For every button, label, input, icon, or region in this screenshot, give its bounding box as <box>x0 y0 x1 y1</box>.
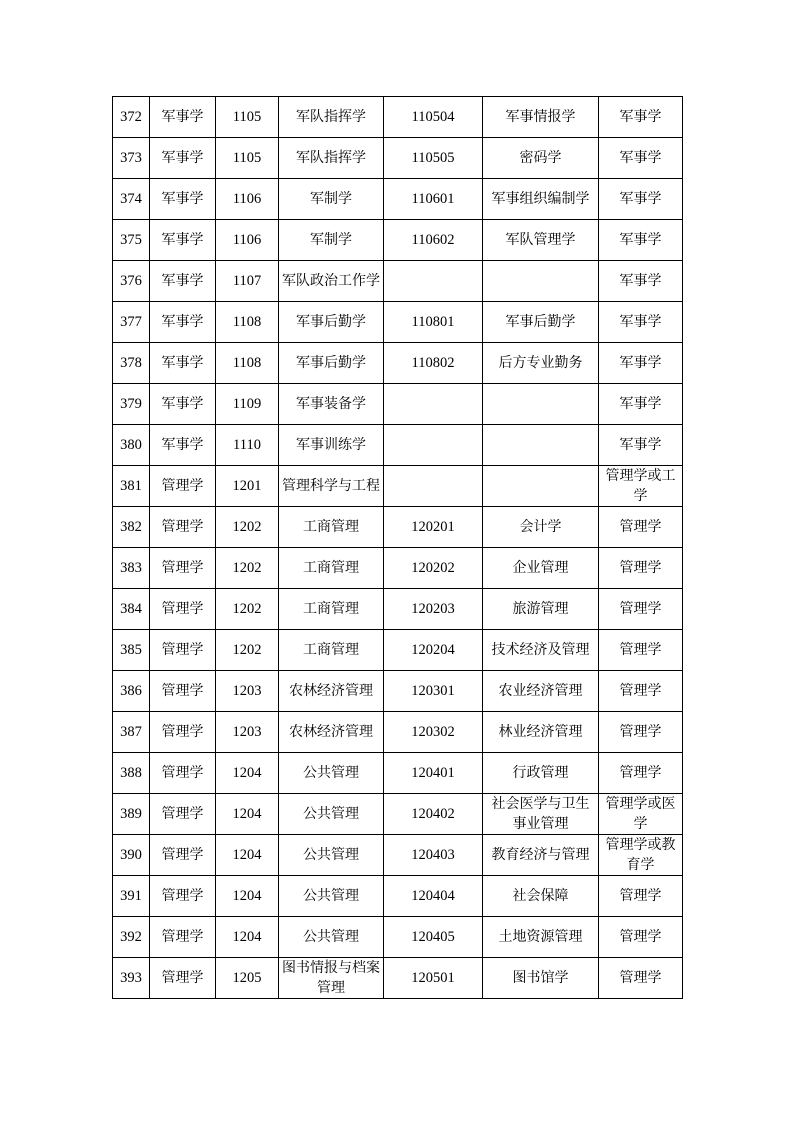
table-row <box>113 548 683 589</box>
table-body <box>113 97 683 999</box>
category-cell: 军事学 <box>150 384 216 425</box>
row-number-cell: 392 <box>113 917 150 958</box>
second-level-discipline-cell <box>483 384 599 425</box>
second-level-code-cell: 110504 <box>384 97 483 138</box>
first-level-code-cell: 1106 <box>216 179 279 220</box>
degree-type-cell: 管理学 <box>599 507 683 548</box>
row-number-cell: 388 <box>113 753 150 794</box>
second-level-code-cell: 120501 <box>384 958 483 999</box>
second-level-discipline-cell <box>483 425 599 466</box>
table-row <box>113 343 683 384</box>
category-cell: 管理学 <box>150 876 216 917</box>
first-level-discipline-cell: 农林经济管理 <box>279 671 384 712</box>
second-level-discipline-cell: 军事后勤学 <box>483 302 599 343</box>
second-level-discipline-cell <box>483 466 599 507</box>
second-level-code-cell <box>384 261 483 302</box>
degree-type-cell: 管理学 <box>599 630 683 671</box>
discipline-table <box>112 96 683 999</box>
first-level-discipline-cell: 公共管理 <box>279 753 384 794</box>
category-cell: 军事学 <box>150 97 216 138</box>
first-level-code-cell: 1204 <box>216 835 279 876</box>
table-row <box>113 425 683 466</box>
degree-type-cell: 管理学 <box>599 671 683 712</box>
second-level-discipline-cell: 教育经济与管理 <box>483 835 599 876</box>
degree-type-cell: 管理学或医学 <box>599 794 683 835</box>
first-level-code-cell: 1203 <box>216 671 279 712</box>
first-level-discipline-cell: 工商管理 <box>279 589 384 630</box>
table-row <box>113 876 683 917</box>
first-level-discipline-cell: 管理科学与工程 <box>279 466 384 507</box>
second-level-discipline-cell: 土地资源管理 <box>483 917 599 958</box>
second-level-code-cell: 120301 <box>384 671 483 712</box>
row-number-cell: 375 <box>113 220 150 261</box>
table-row <box>113 753 683 794</box>
row-number-cell: 383 <box>113 548 150 589</box>
first-level-code-cell: 1109 <box>216 384 279 425</box>
degree-type-cell: 管理学或教育学 <box>599 835 683 876</box>
table-row <box>113 138 683 179</box>
second-level-code-cell: 110802 <box>384 343 483 384</box>
degree-type-cell: 军事学 <box>599 343 683 384</box>
second-level-code-cell: 110601 <box>384 179 483 220</box>
row-number-cell: 390 <box>113 835 150 876</box>
second-level-code-cell: 120402 <box>384 794 483 835</box>
table-row <box>113 671 683 712</box>
second-level-discipline-cell: 图书馆学 <box>483 958 599 999</box>
second-level-code-cell: 110602 <box>384 220 483 261</box>
table-row <box>113 835 683 876</box>
first-level-discipline-cell: 军制学 <box>279 220 384 261</box>
category-cell: 管理学 <box>150 712 216 753</box>
second-level-code-cell: 120201 <box>384 507 483 548</box>
first-level-discipline-cell: 军事后勤学 <box>279 343 384 384</box>
category-cell: 管理学 <box>150 794 216 835</box>
second-level-code-cell: 120403 <box>384 835 483 876</box>
first-level-discipline-cell: 军队指挥学 <box>279 97 384 138</box>
row-number-cell: 385 <box>113 630 150 671</box>
category-cell: 军事学 <box>150 261 216 302</box>
second-level-discipline-cell: 技术经济及管理 <box>483 630 599 671</box>
table-row <box>113 466 683 507</box>
first-level-code-cell: 1110 <box>216 425 279 466</box>
table-row <box>113 958 683 999</box>
table-row <box>113 302 683 343</box>
second-level-code-cell <box>384 466 483 507</box>
row-number-cell: 376 <box>113 261 150 302</box>
table-row <box>113 712 683 753</box>
row-number-cell: 378 <box>113 343 150 384</box>
second-level-code-cell: 120204 <box>384 630 483 671</box>
row-number-cell: 372 <box>113 97 150 138</box>
category-cell: 管理学 <box>150 630 216 671</box>
table-row <box>113 261 683 302</box>
second-level-discipline-cell: 会计学 <box>483 507 599 548</box>
category-cell: 管理学 <box>150 589 216 630</box>
second-level-discipline-cell <box>483 261 599 302</box>
second-level-discipline-cell: 旅游管理 <box>483 589 599 630</box>
degree-type-cell: 管理学 <box>599 753 683 794</box>
second-level-discipline-cell: 军事组织编制学 <box>483 179 599 220</box>
first-level-discipline-cell: 军制学 <box>279 179 384 220</box>
table-row <box>113 220 683 261</box>
row-number-cell: 391 <box>113 876 150 917</box>
row-number-cell: 389 <box>113 794 150 835</box>
degree-type-cell: 军事学 <box>599 425 683 466</box>
row-number-cell: 377 <box>113 302 150 343</box>
first-level-code-cell: 1105 <box>216 97 279 138</box>
first-level-code-cell: 1106 <box>216 220 279 261</box>
table-row <box>113 794 683 835</box>
first-level-code-cell: 1202 <box>216 548 279 589</box>
table-row <box>113 507 683 548</box>
first-level-discipline-cell: 公共管理 <box>279 876 384 917</box>
first-level-code-cell: 1204 <box>216 794 279 835</box>
degree-type-cell: 军事学 <box>599 138 683 179</box>
category-cell: 管理学 <box>150 671 216 712</box>
degree-type-cell: 管理学 <box>599 712 683 753</box>
second-level-discipline-cell: 社会保障 <box>483 876 599 917</box>
first-level-discipline-cell: 军事训练学 <box>279 425 384 466</box>
first-level-code-cell: 1202 <box>216 507 279 548</box>
first-level-code-cell: 1205 <box>216 958 279 999</box>
first-level-code-cell: 1202 <box>216 630 279 671</box>
category-cell: 军事学 <box>150 138 216 179</box>
second-level-discipline-cell: 行政管理 <box>483 753 599 794</box>
category-cell: 管理学 <box>150 917 216 958</box>
first-level-code-cell: 1108 <box>216 302 279 343</box>
category-cell: 管理学 <box>150 835 216 876</box>
category-cell: 军事学 <box>150 179 216 220</box>
second-level-code-cell: 120405 <box>384 917 483 958</box>
degree-type-cell: 军事学 <box>599 384 683 425</box>
first-level-discipline-cell: 公共管理 <box>279 917 384 958</box>
first-level-discipline-cell: 图书情报与档案管理 <box>279 958 384 999</box>
table-row <box>113 630 683 671</box>
category-cell: 管理学 <box>150 548 216 589</box>
second-level-discipline-cell: 社会医学与卫生事业管理 <box>483 794 599 835</box>
second-level-code-cell: 120302 <box>384 712 483 753</box>
table-row <box>113 917 683 958</box>
second-level-discipline-cell: 林业经济管理 <box>483 712 599 753</box>
row-number-cell: 380 <box>113 425 150 466</box>
first-level-discipline-cell: 军事后勤学 <box>279 302 384 343</box>
row-number-cell: 384 <box>113 589 150 630</box>
second-level-discipline-cell: 密码学 <box>483 138 599 179</box>
category-cell: 军事学 <box>150 343 216 384</box>
degree-type-cell: 管理学 <box>599 917 683 958</box>
degree-type-cell: 军事学 <box>599 179 683 220</box>
second-level-code-cell <box>384 425 483 466</box>
degree-type-cell: 军事学 <box>599 97 683 138</box>
row-number-cell: 387 <box>113 712 150 753</box>
degree-type-cell: 管理学 <box>599 589 683 630</box>
second-level-discipline-cell: 军队管理学 <box>483 220 599 261</box>
first-level-discipline-cell: 工商管理 <box>279 548 384 589</box>
category-cell: 管理学 <box>150 466 216 507</box>
row-number-cell: 373 <box>113 138 150 179</box>
first-level-code-cell: 1202 <box>216 589 279 630</box>
degree-type-cell: 军事学 <box>599 220 683 261</box>
table-row <box>113 589 683 630</box>
second-level-code-cell: 110801 <box>384 302 483 343</box>
first-level-discipline-cell: 工商管理 <box>279 630 384 671</box>
degree-type-cell: 管理学 <box>599 548 683 589</box>
degree-type-cell: 军事学 <box>599 302 683 343</box>
degree-type-cell: 管理学或工学 <box>599 466 683 507</box>
first-level-code-cell: 1105 <box>216 138 279 179</box>
row-number-cell: 379 <box>113 384 150 425</box>
second-level-code-cell <box>384 384 483 425</box>
first-level-discipline-cell: 公共管理 <box>279 835 384 876</box>
first-level-discipline-cell: 军队政治工作学 <box>279 261 384 302</box>
degree-type-cell: 管理学 <box>599 958 683 999</box>
category-cell: 管理学 <box>150 507 216 548</box>
row-number-cell: 386 <box>113 671 150 712</box>
degree-type-cell: 军事学 <box>599 261 683 302</box>
category-cell: 军事学 <box>150 302 216 343</box>
category-cell: 军事学 <box>150 220 216 261</box>
first-level-discipline-cell: 军队指挥学 <box>279 138 384 179</box>
category-cell: 管理学 <box>150 958 216 999</box>
second-level-discipline-cell: 企业管理 <box>483 548 599 589</box>
table-row <box>113 384 683 425</box>
second-level-code-cell: 120202 <box>384 548 483 589</box>
first-level-code-cell: 1203 <box>216 712 279 753</box>
table-row <box>113 97 683 138</box>
row-number-cell: 381 <box>113 466 150 507</box>
first-level-code-cell: 1204 <box>216 876 279 917</box>
first-level-code-cell: 1107 <box>216 261 279 302</box>
second-level-code-cell: 110505 <box>384 138 483 179</box>
first-level-discipline-cell: 农林经济管理 <box>279 712 384 753</box>
table-row <box>113 179 683 220</box>
second-level-discipline-cell: 后方专业勤务 <box>483 343 599 384</box>
second-level-discipline-cell: 农业经济管理 <box>483 671 599 712</box>
first-level-code-cell: 1204 <box>216 917 279 958</box>
first-level-discipline-cell: 公共管理 <box>279 794 384 835</box>
row-number-cell: 374 <box>113 179 150 220</box>
category-cell: 管理学 <box>150 753 216 794</box>
first-level-code-cell: 1108 <box>216 343 279 384</box>
first-level-code-cell: 1201 <box>216 466 279 507</box>
second-level-code-cell: 120401 <box>384 753 483 794</box>
second-level-code-cell: 120404 <box>384 876 483 917</box>
second-level-code-cell: 120203 <box>384 589 483 630</box>
first-level-code-cell: 1204 <box>216 753 279 794</box>
second-level-discipline-cell: 军事情报学 <box>483 97 599 138</box>
degree-type-cell: 管理学 <box>599 876 683 917</box>
first-level-discipline-cell: 军事装备学 <box>279 384 384 425</box>
category-cell: 军事学 <box>150 425 216 466</box>
row-number-cell: 393 <box>113 958 150 999</box>
row-number-cell: 382 <box>113 507 150 548</box>
first-level-discipline-cell: 工商管理 <box>279 507 384 548</box>
